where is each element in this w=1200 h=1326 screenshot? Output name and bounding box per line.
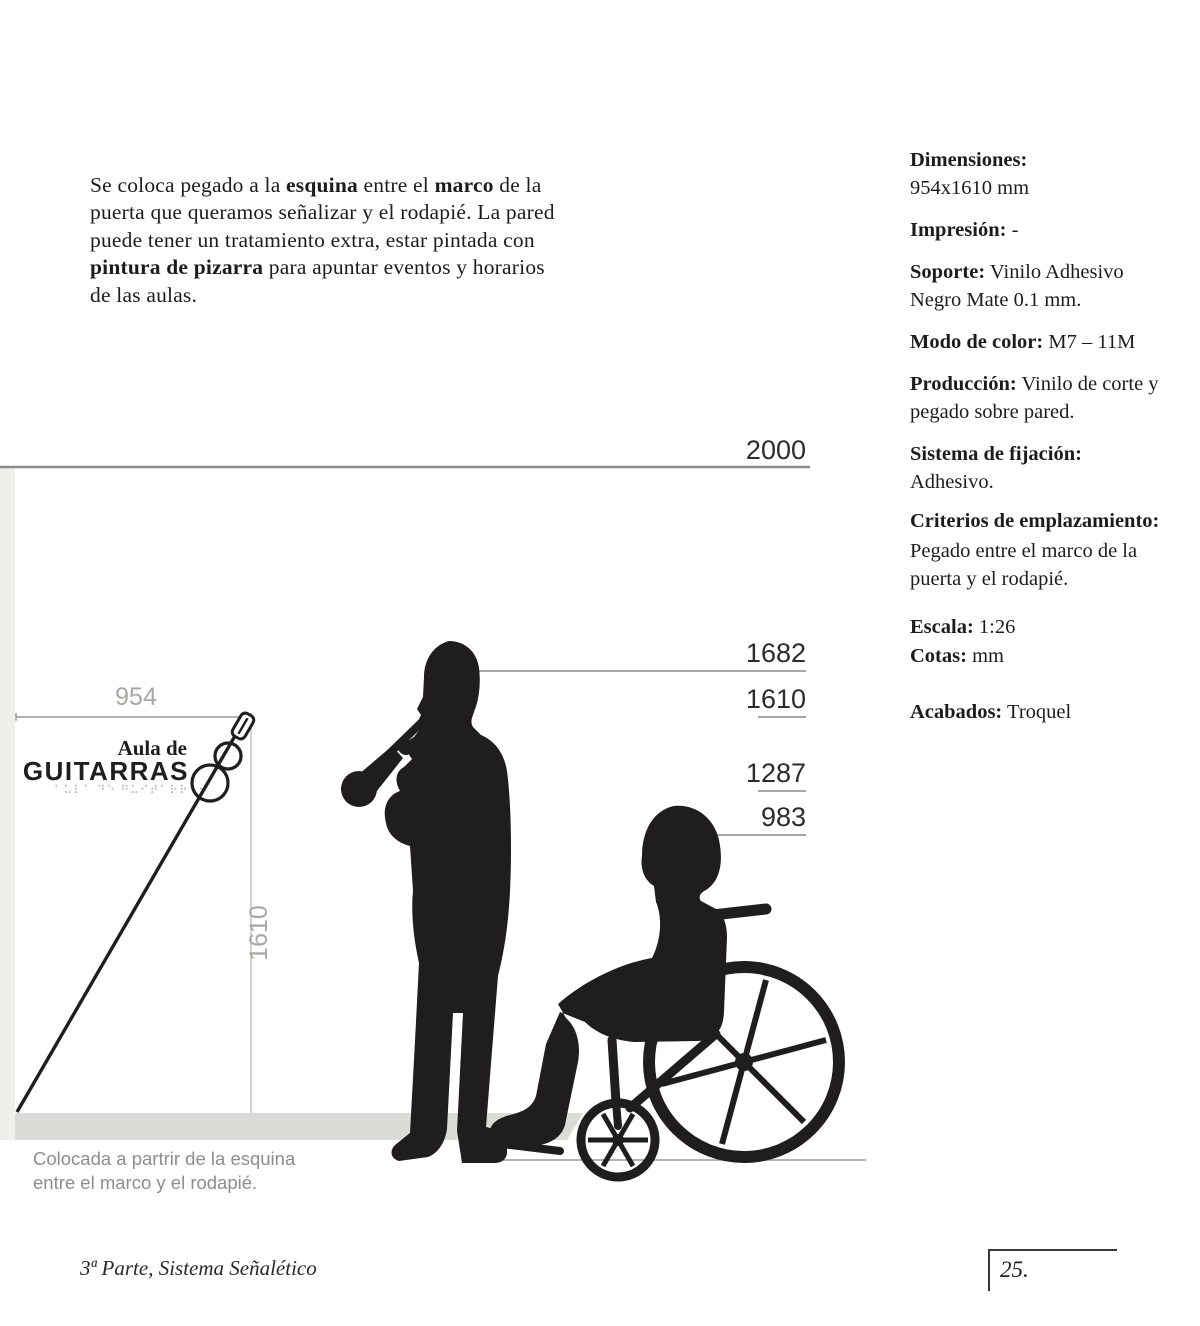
spec-label: Escala: — [910, 616, 974, 638]
spec-value: Troquel — [1007, 701, 1072, 723]
spec-label: Modo de color: — [910, 331, 1044, 353]
spec-value: Vinilo de corte y pegado sobre pared. — [910, 373, 1159, 423]
spec-item-produccion — [910, 370, 1176, 426]
rear-wheel-hub — [735, 1053, 753, 1071]
spec-value: Vinilo Adhesivo Negro Mate 0.1 mm. — [910, 261, 1124, 311]
trumpeter-body — [385, 641, 511, 1163]
spec-label: Cotas: — [910, 645, 967, 667]
diagram-caption — [33, 1147, 295, 1195]
spec-item-escala — [910, 613, 1176, 641]
page-number: 25. — [1000, 1257, 1029, 1282]
spec-item-modo-color — [910, 328, 1176, 356]
spec-value: Pegado entre el marco de la puerta y el rodapié. — [910, 540, 1138, 590]
wheelchair-user-body — [490, 806, 727, 1147]
dim-label-1610: 1610 — [745, 684, 806, 714]
footer-section-label: 3ª Parte, Sistema Señalético — [80, 1256, 317, 1280]
spec-label: Sistema de fijación: — [910, 443, 1082, 465]
sign-height-label: 1610 — [245, 905, 273, 961]
spec-value: 1:26 — [978, 616, 1016, 638]
wheelchair-user-silhouette — [490, 806, 839, 1177]
spec-item-dimensiones — [910, 146, 1176, 202]
sign-braille-text: ⠁⠥⠇⠁ ⠙⠑ ⠛⠥⠊⠞⠁⠗⠗⠁⠎ — [53, 783, 209, 797]
spec-item-fijacion — [910, 440, 1176, 496]
spec-label: Impresión: — [910, 219, 1007, 241]
trumpet-bell — [341, 771, 377, 807]
spec-value: mm — [972, 645, 1004, 667]
sign-title-line2: GUITARRAS — [22, 756, 189, 786]
caption-line2: entre el marco y el rodapié. — [33, 1172, 258, 1193]
trumpeter-hand — [398, 739, 414, 755]
sign-width-label: 954 — [115, 683, 157, 711]
spec-value: Adhesivo. — [910, 471, 994, 493]
spec-item-impresion — [910, 216, 1176, 244]
spec-value: 954x1610 mm — [910, 177, 1030, 199]
caption-line1: Colocada a partrir de la esquina — [33, 1148, 296, 1169]
trumpeter-silhouette — [341, 641, 511, 1163]
spec-item-acabados — [910, 698, 1176, 726]
spec-label: Producción: — [910, 373, 1017, 395]
dim-label-1287: 1287 — [745, 758, 806, 788]
intro-bold-pintura: pintura de pizarra — [90, 255, 264, 280]
intro-bold-marco: marco — [434, 172, 494, 197]
front-caster-hub — [612, 1134, 624, 1146]
spec-label: Dimensiones: — [910, 149, 1028, 171]
scale-diagram — [0, 430, 880, 1220]
spec-item-soporte — [910, 258, 1176, 314]
dim-label-1682: 1682 — [745, 638, 806, 668]
page-number-box — [988, 1249, 1117, 1291]
spec-label: Criterios de emplazamiento: — [910, 510, 1160, 532]
intro-paragraph: Se coloca pegado a la esquina entre el marco de la puerta que queramos señalizar y el rodapié. La pared puede tener un tratamiento extra, estar pintada con pintura de pizarra para apuntar eventos y horarios de las aulas. — [90, 172, 555, 307]
spec-label: Acabados: — [910, 701, 1003, 723]
door-frame-band — [0, 467, 15, 1140]
push-handle — [704, 909, 766, 916]
spec-item-cotas — [910, 642, 1176, 670]
dim-label-983: 983 — [760, 802, 806, 832]
sign-title-line1: Aula de — [117, 736, 187, 760]
intro-bold-esquina: esquina — [286, 172, 358, 197]
spec-value: - — [1011, 219, 1019, 241]
spec-label: Soporte: — [910, 261, 986, 283]
intro-text: Se coloca pegado a la — [90, 172, 287, 197]
specs-panel — [910, 146, 1176, 740]
spec-item-criterios — [910, 510, 1176, 593]
spec-value: M7 – 11M — [1048, 331, 1136, 353]
dim-label-2000: 2000 — [745, 435, 806, 465]
